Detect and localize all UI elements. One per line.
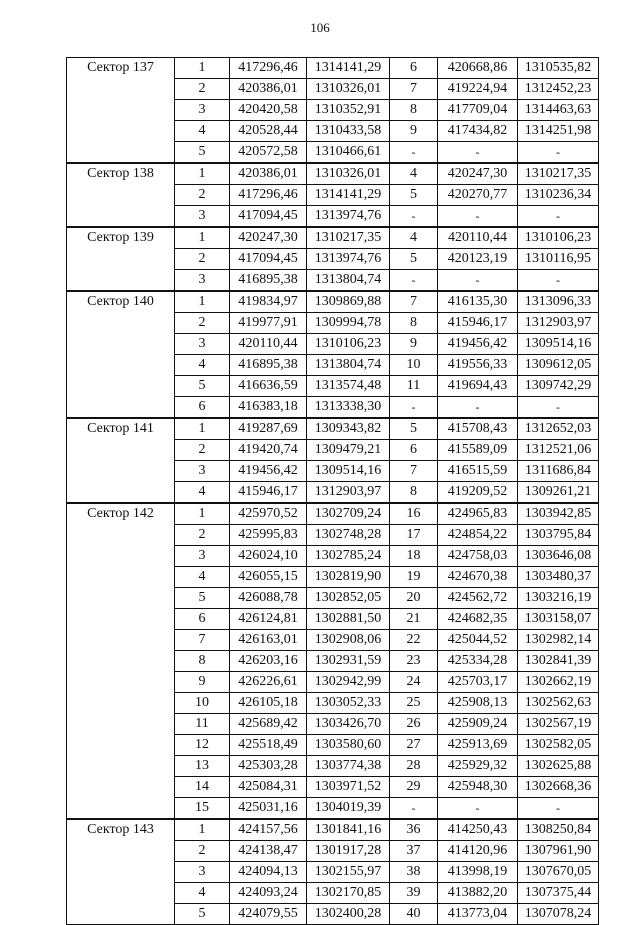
x-coordinate-right: 419694,43 (438, 376, 518, 397)
point-number-right: 20 (390, 588, 438, 609)
point-number-right: 22 (390, 630, 438, 651)
point-number-right: 4 (390, 163, 438, 185)
x-coordinate-left: 426105,18 (230, 693, 307, 714)
x-coordinate-right: 415589,09 (438, 440, 518, 461)
y-coordinate-right: 1302582,05 (518, 735, 599, 756)
point-number-right: 18 (390, 546, 438, 567)
x-coordinate-left: 417296,46 (230, 58, 307, 79)
x-coordinate-left: 425303,28 (230, 756, 307, 777)
point-number-left: 5 (175, 588, 230, 609)
x-coordinate-right: 425913,69 (438, 735, 518, 756)
x-coordinate-left: 420386,01 (230, 79, 307, 100)
point-number-left: 1 (175, 58, 230, 79)
y-coordinate-left: 1310326,01 (307, 79, 390, 100)
y-coordinate-left: 1310433,58 (307, 121, 390, 142)
point-number-right: 23 (390, 651, 438, 672)
point-number-right: 9 (390, 121, 438, 142)
y-coordinate-right: - (518, 142, 599, 164)
y-coordinate-right: 1308250,84 (518, 819, 599, 841)
point-number-left: 6 (175, 397, 230, 419)
y-coordinate-left: 1304019,39 (307, 798, 390, 820)
y-coordinate-right: 1303216,19 (518, 588, 599, 609)
y-coordinate-right: 1307375,44 (518, 883, 599, 904)
x-coordinate-left: 420110,44 (230, 334, 307, 355)
x-coordinate-left: 420528,44 (230, 121, 307, 142)
y-coordinate-left: 1303052,33 (307, 693, 390, 714)
sector-name: Сектор 141 (67, 418, 175, 503)
point-number-left: 4 (175, 567, 230, 588)
x-coordinate-left: 424093,24 (230, 883, 307, 904)
point-number-right: 21 (390, 609, 438, 630)
y-coordinate-left: 1312903,97 (307, 482, 390, 504)
point-number-right: 4 (390, 227, 438, 249)
table-row (67, 227, 599, 249)
y-coordinate-right: 1302625,88 (518, 756, 599, 777)
point-number-left: 13 (175, 756, 230, 777)
x-coordinate-right: 419556,33 (438, 355, 518, 376)
x-coordinate-left: 425689,42 (230, 714, 307, 735)
y-coordinate-left: 1302852,05 (307, 588, 390, 609)
x-coordinate-right: 424854,22 (438, 525, 518, 546)
point-number-left: 4 (175, 482, 230, 504)
x-coordinate-right: 425334,28 (438, 651, 518, 672)
point-number-left: 4 (175, 355, 230, 376)
point-number-left: 5 (175, 904, 230, 925)
point-number-left: 7 (175, 630, 230, 651)
y-coordinate-left: 1302942,99 (307, 672, 390, 693)
point-number-left: 4 (175, 121, 230, 142)
x-coordinate-right: 425908,13 (438, 693, 518, 714)
y-coordinate-left: 1309869,88 (307, 291, 390, 313)
point-number-right: 19 (390, 567, 438, 588)
y-coordinate-right: 1302662,19 (518, 672, 599, 693)
point-number-left: 3 (175, 461, 230, 482)
y-coordinate-left: 1310466,61 (307, 142, 390, 164)
page-number: 106 (310, 20, 330, 35)
y-coordinate-left: 1313804,74 (307, 270, 390, 292)
point-number-right: 27 (390, 735, 438, 756)
y-coordinate-left: 1310217,35 (307, 227, 390, 249)
x-coordinate-left: 416383,18 (230, 397, 307, 419)
y-coordinate-left: 1313804,74 (307, 355, 390, 376)
y-coordinate-right: 1302567,19 (518, 714, 599, 735)
point-number-right: 26 (390, 714, 438, 735)
point-number-right: 28 (390, 756, 438, 777)
x-coordinate-right: 416515,59 (438, 461, 518, 482)
y-coordinate-right: 1309612,05 (518, 355, 599, 376)
y-coordinate-right: 1303158,07 (518, 609, 599, 630)
point-number-left: 2 (175, 440, 230, 461)
x-coordinate-left: 420386,01 (230, 163, 307, 185)
x-coordinate-right: 413773,04 (438, 904, 518, 925)
point-number-right: 17 (390, 525, 438, 546)
sector-name: Сектор 137 (67, 58, 175, 164)
point-number-left: 5 (175, 376, 230, 397)
x-coordinate-left: 425518,49 (230, 735, 307, 756)
x-coordinate-left: 416895,38 (230, 270, 307, 292)
y-coordinate-right: 1309742,29 (518, 376, 599, 397)
sector-name: Сектор 143 (67, 819, 175, 925)
y-coordinate-right: 1313096,33 (518, 291, 599, 313)
x-coordinate-right: - (438, 142, 518, 164)
y-coordinate-left: 1303426,70 (307, 714, 390, 735)
point-number-left: 6 (175, 609, 230, 630)
point-number-left: 4 (175, 883, 230, 904)
point-number-right: 39 (390, 883, 438, 904)
y-coordinate-left: 1303774,38 (307, 756, 390, 777)
point-number-left: 1 (175, 418, 230, 440)
y-coordinate-right: 1310217,35 (518, 163, 599, 185)
point-number-left: 2 (175, 841, 230, 862)
point-number-right: 8 (390, 313, 438, 334)
table-row (67, 163, 599, 185)
y-coordinate-left: 1302709,24 (307, 503, 390, 525)
point-number-left: 2 (175, 313, 230, 334)
x-coordinate-left: 426024,10 (230, 546, 307, 567)
y-coordinate-left: 1313974,76 (307, 249, 390, 270)
y-coordinate-left: 1302908,06 (307, 630, 390, 651)
x-coordinate-left: 417094,45 (230, 206, 307, 228)
point-number-left: 10 (175, 693, 230, 714)
x-coordinate-left: 420247,30 (230, 227, 307, 249)
x-coordinate-right: 415946,17 (438, 313, 518, 334)
sector-name: Сектор 142 (67, 503, 175, 819)
y-coordinate-right: 1312652,03 (518, 418, 599, 440)
y-coordinate-right: 1314463,63 (518, 100, 599, 121)
y-coordinate-left: 1309514,16 (307, 461, 390, 482)
coordinates-table-body (67, 58, 599, 925)
x-coordinate-left: 424138,47 (230, 841, 307, 862)
point-number-left: 12 (175, 735, 230, 756)
y-coordinate-right: - (518, 206, 599, 228)
y-coordinate-left: 1313574,48 (307, 376, 390, 397)
point-number-left: 2 (175, 249, 230, 270)
x-coordinate-right: 425909,24 (438, 714, 518, 735)
point-number-right: 5 (390, 418, 438, 440)
x-coordinate-right: 417709,04 (438, 100, 518, 121)
x-coordinate-left: 419834,97 (230, 291, 307, 313)
y-coordinate-right: 1302982,14 (518, 630, 599, 651)
point-number-right: 37 (390, 841, 438, 862)
y-coordinate-left: 1313974,76 (307, 206, 390, 228)
y-coordinate-left: 1309343,82 (307, 418, 390, 440)
point-number-left: 1 (175, 503, 230, 525)
y-coordinate-left: 1302155,97 (307, 862, 390, 883)
point-number-left: 8 (175, 651, 230, 672)
point-number-right: 24 (390, 672, 438, 693)
x-coordinate-right: 417434,82 (438, 121, 518, 142)
point-number-right: 6 (390, 58, 438, 79)
table-row (67, 291, 599, 313)
point-number-right: 6 (390, 440, 438, 461)
y-coordinate-left: 1301841,16 (307, 819, 390, 841)
x-coordinate-left: 416895,38 (230, 355, 307, 376)
y-coordinate-right: 1307670,05 (518, 862, 599, 883)
y-coordinate-right: 1307078,24 (518, 904, 599, 925)
x-coordinate-left: 419287,69 (230, 418, 307, 440)
x-coordinate-left: 419420,74 (230, 440, 307, 461)
point-number-right: - (390, 397, 438, 419)
y-coordinate-left: 1314141,29 (307, 185, 390, 206)
x-coordinate-left: 424094,13 (230, 862, 307, 883)
point-number-right: 7 (390, 461, 438, 482)
x-coordinate-right: - (438, 206, 518, 228)
y-coordinate-left: 1302881,50 (307, 609, 390, 630)
point-number-right: 38 (390, 862, 438, 883)
x-coordinate-right: 424670,38 (438, 567, 518, 588)
point-number-right: 7 (390, 79, 438, 100)
point-number-left: 14 (175, 777, 230, 798)
y-coordinate-right: 1314251,98 (518, 121, 599, 142)
point-number-left: 9 (175, 672, 230, 693)
coordinates-table (66, 57, 599, 925)
point-number-right: 36 (390, 819, 438, 841)
x-coordinate-right: 416135,30 (438, 291, 518, 313)
x-coordinate-right: 415708,43 (438, 418, 518, 440)
point-number-right: - (390, 206, 438, 228)
x-coordinate-right: - (438, 798, 518, 820)
x-coordinate-right: 420110,44 (438, 227, 518, 249)
point-number-left: 1 (175, 819, 230, 841)
y-coordinate-left: 1302785,24 (307, 546, 390, 567)
point-number-right: 29 (390, 777, 438, 798)
y-coordinate-right: 1312521,06 (518, 440, 599, 461)
x-coordinate-right: 424965,83 (438, 503, 518, 525)
x-coordinate-right: 420668,86 (438, 58, 518, 79)
y-coordinate-right: 1312452,23 (518, 79, 599, 100)
x-coordinate-right: 420247,30 (438, 163, 518, 185)
y-coordinate-left: 1302400,28 (307, 904, 390, 925)
point-number-left: 3 (175, 270, 230, 292)
y-coordinate-right: 1310106,23 (518, 227, 599, 249)
y-coordinate-right: - (518, 270, 599, 292)
y-coordinate-right: 1303646,08 (518, 546, 599, 567)
point-number-left: 3 (175, 100, 230, 121)
y-coordinate-left: 1303580,60 (307, 735, 390, 756)
y-coordinate-left: 1310326,01 (307, 163, 390, 185)
point-number-right: 8 (390, 100, 438, 121)
y-coordinate-left: 1302170,85 (307, 883, 390, 904)
x-coordinate-left: 417094,45 (230, 249, 307, 270)
point-number-left: 2 (175, 525, 230, 546)
table-row (67, 58, 599, 79)
x-coordinate-right: 425703,17 (438, 672, 518, 693)
y-coordinate-right: 1310236,34 (518, 185, 599, 206)
y-coordinate-left: 1303971,52 (307, 777, 390, 798)
y-coordinate-left: 1302748,28 (307, 525, 390, 546)
y-coordinate-right: 1303480,37 (518, 567, 599, 588)
point-number-right: - (390, 270, 438, 292)
y-coordinate-right: 1303795,84 (518, 525, 599, 546)
x-coordinate-left: 426163,01 (230, 630, 307, 651)
x-coordinate-left: 426203,16 (230, 651, 307, 672)
point-number-left: 1 (175, 227, 230, 249)
x-coordinate-right: 425948,30 (438, 777, 518, 798)
y-coordinate-right: 1302841,39 (518, 651, 599, 672)
x-coordinate-right: 424758,03 (438, 546, 518, 567)
x-coordinate-left: 424157,56 (230, 819, 307, 841)
point-number-right: - (390, 142, 438, 164)
point-number-left: 3 (175, 862, 230, 883)
x-coordinate-left: 415946,17 (230, 482, 307, 504)
x-coordinate-right: 419209,52 (438, 482, 518, 504)
x-coordinate-left: 424079,55 (230, 904, 307, 925)
table-row (67, 418, 599, 440)
y-coordinate-left: 1309479,21 (307, 440, 390, 461)
table-row (67, 503, 599, 525)
x-coordinate-right: 419224,94 (438, 79, 518, 100)
x-coordinate-left: 416636,59 (230, 376, 307, 397)
y-coordinate-left: 1310352,91 (307, 100, 390, 121)
x-coordinate-left: 419456,42 (230, 461, 307, 482)
y-coordinate-right: 1310116,95 (518, 249, 599, 270)
y-coordinate-left: 1309994,78 (307, 313, 390, 334)
y-coordinate-left: 1310106,23 (307, 334, 390, 355)
x-coordinate-left: 417296,46 (230, 185, 307, 206)
x-coordinate-right: 424682,35 (438, 609, 518, 630)
y-coordinate-right: 1302562,63 (518, 693, 599, 714)
y-coordinate-right: - (518, 798, 599, 820)
point-number-right: 8 (390, 482, 438, 504)
y-coordinate-right: 1309261,21 (518, 482, 599, 504)
x-coordinate-left: 419977,91 (230, 313, 307, 334)
point-number-left: 15 (175, 798, 230, 820)
x-coordinate-right: 419456,42 (438, 334, 518, 355)
table-row (67, 819, 599, 841)
x-coordinate-left: 425970,52 (230, 503, 307, 525)
point-number-right: 9 (390, 334, 438, 355)
sector-name: Сектор 139 (67, 227, 175, 291)
x-coordinate-left: 426226,61 (230, 672, 307, 693)
point-number-left: 2 (175, 185, 230, 206)
x-coordinate-right: 413998,19 (438, 862, 518, 883)
point-number-left: 11 (175, 714, 230, 735)
point-number-right: 7 (390, 291, 438, 313)
x-coordinate-left: 426124,81 (230, 609, 307, 630)
x-coordinate-right: 420123,19 (438, 249, 518, 270)
point-number-left: 3 (175, 206, 230, 228)
point-number-right: 5 (390, 249, 438, 270)
point-number-left: 5 (175, 142, 230, 164)
x-coordinate-right: 414250,43 (438, 819, 518, 841)
x-coordinate-right: - (438, 270, 518, 292)
y-coordinate-right: 1311686,84 (518, 461, 599, 482)
x-coordinate-left: 425031,16 (230, 798, 307, 820)
point-number-right: 40 (390, 904, 438, 925)
point-number-left: 1 (175, 163, 230, 185)
x-coordinate-left: 425084,31 (230, 777, 307, 798)
y-coordinate-right: 1302668,36 (518, 777, 599, 798)
x-coordinate-right: 413882,20 (438, 883, 518, 904)
point-number-right: 25 (390, 693, 438, 714)
point-number-left: 1 (175, 291, 230, 313)
point-number-right: 5 (390, 185, 438, 206)
sector-name: Сектор 138 (67, 163, 175, 227)
point-number-left: 3 (175, 546, 230, 567)
y-coordinate-right: 1307961,90 (518, 841, 599, 862)
y-coordinate-right: 1309514,16 (518, 334, 599, 355)
y-coordinate-right: - (518, 397, 599, 419)
y-coordinate-right: 1310535,82 (518, 58, 599, 79)
x-coordinate-left: 425995,83 (230, 525, 307, 546)
y-coordinate-left: 1313338,30 (307, 397, 390, 419)
x-coordinate-left: 420572,58 (230, 142, 307, 164)
y-coordinate-left: 1301917,28 (307, 841, 390, 862)
y-coordinate-left: 1302819,90 (307, 567, 390, 588)
point-number-right: 16 (390, 503, 438, 525)
y-coordinate-left: 1302931,59 (307, 651, 390, 672)
point-number-right: - (390, 798, 438, 820)
point-number-left: 3 (175, 334, 230, 355)
point-number-right: 10 (390, 355, 438, 376)
x-coordinate-left: 426088,78 (230, 588, 307, 609)
point-number-right: 11 (390, 376, 438, 397)
x-coordinate-left: 426055,15 (230, 567, 307, 588)
point-number-left: 2 (175, 79, 230, 100)
x-coordinate-right: 425044,52 (438, 630, 518, 651)
x-coordinate-right: 420270,77 (438, 185, 518, 206)
x-coordinate-right: 414120,96 (438, 841, 518, 862)
x-coordinate-left: 420420,58 (230, 100, 307, 121)
x-coordinate-right: 425929,32 (438, 756, 518, 777)
y-coordinate-right: 1303942,85 (518, 503, 599, 525)
x-coordinate-right: - (438, 397, 518, 419)
y-coordinate-left: 1314141,29 (307, 58, 390, 79)
sector-name: Сектор 140 (67, 291, 175, 418)
x-coordinate-right: 424562,72 (438, 588, 518, 609)
y-coordinate-right: 1312903,97 (518, 313, 599, 334)
